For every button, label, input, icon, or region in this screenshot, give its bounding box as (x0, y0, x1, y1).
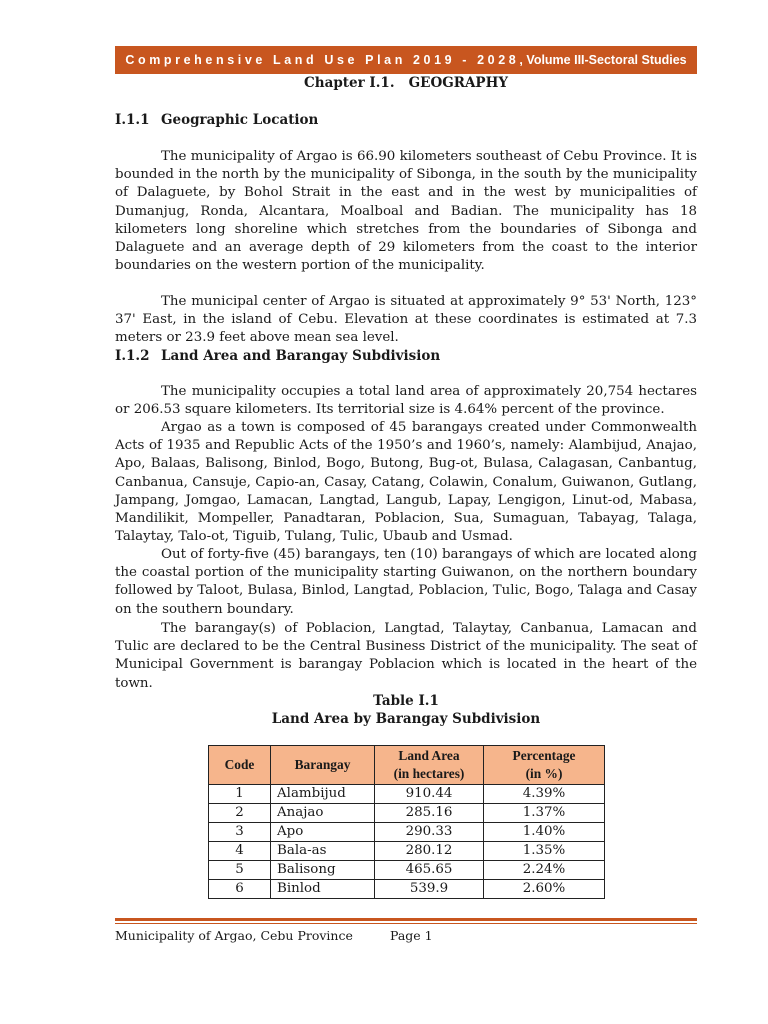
footer-page-number: Page 1 (390, 928, 433, 943)
header-code: Code (209, 746, 271, 785)
header-land-area (375, 746, 484, 785)
cell-percentage: 1.37% (484, 804, 605, 823)
section-title: Land Area and Barangay Subdivision (161, 348, 441, 364)
section-number: I.1.2 (115, 348, 150, 364)
table-header-row (209, 746, 605, 785)
section-heading-land-area (115, 348, 440, 364)
chapter-title: Chapter I.1. GEOGRAPHY (304, 75, 508, 91)
cell-code: 6 (209, 880, 271, 899)
section-title: Geographic Location (161, 112, 319, 128)
paragraph: The barangay(s) of Poblacion, Langtad, Talaytay, Canbanua, Lamacan and Tulic are declared to be the Central Business District of the municipality. The seat of Municipal Government is barangay Poblacion which is located in the heart of the town. (115, 621, 697, 691)
cell-code: 4 (209, 842, 271, 861)
table-caption: Land Area by Barangay Subdivision (271, 711, 541, 727)
cell-code: 3 (209, 823, 271, 842)
cell-percentage: 2.24% (484, 861, 605, 880)
cell-barangay: Balisong (271, 861, 375, 880)
header-banner (115, 46, 697, 74)
table-number: Table I.1 (373, 693, 439, 709)
cell-percentage: 4.39% (484, 785, 605, 804)
cell-area: 290.33 (375, 823, 484, 842)
cell-barangay: Alambijud (271, 785, 375, 804)
paragraph: The municipality occupies a total land area of approximately 20,754 hectares or 206.53 square kilometers. Its territorial size is 4.64% percent of the province. (115, 384, 697, 418)
cell-percentage: 1.40% (484, 823, 605, 842)
table-row (209, 861, 605, 880)
cell-area: 910.44 (375, 785, 484, 804)
section-heading-geographic-location (115, 112, 318, 128)
cell-barangay: Anajao (271, 804, 375, 823)
cell-code: 1 (209, 785, 271, 804)
paragraph: The municipality of Argao is 66.90 kilometers southeast of Cebu Province. It is bounded in the north by the municipality of Sibonga, in the south by the municipality of Dalaguete, by Bohol Strait in the east and in the west by municipalities of Dumanjug, Ronda, Alcantara, Moalboal and Badian. The municipality has 18 kilometers long shoreline which stretches from the boundaries of Sibonga and Dalaguete and an average depth of 29 kilometers from the coast to the interior boundaries on the western portion of the municipality. (115, 149, 697, 274)
land-area-table (208, 745, 605, 899)
table-row (209, 823, 605, 842)
paragraph: Argao as a town is composed of 45 barangays created under Commonwealth Acts of 1935 and Republic Acts of the 1950’s and 1960’s, namely: Alambijud, Anajao, Apo, Balaas, Balisong, Binlod, Bogo, Butong, Bug-ot, Bulasa, Calagasan, Canbantug, Canbanua, Cansuje, Capio-an, Casay, Catang, Colawin, Conalum, Guiwanon, Gutlang, Jampang, Jomgao, Lamacan, Langtad, Langub, Lapay, Lengigon, Linut-od, Mabasa, Mandilikit, Mompeller, Panadtaran, Poblacion, Sua, Sumaguan, Tabayag, Talaga, Talaytay, Talo-ot, Tiguib, Tulang, Tulic, Ubaub and Usmad. (115, 420, 697, 545)
banner-volume-title: Volume III-Sectoral Studies (526, 53, 687, 67)
paragraph: Out of forty-five (45) barangays, ten (10) barangays of which are located along the coastal portion of the municipality starting Guiwanon, on the northern boundary followed by Taloot, Bulasa, Binlod, Langtad, Poblacion, Tulic, Bogo, Talaga and Casay on the southern boundary. (115, 547, 697, 617)
cell-area: 280.12 (375, 842, 484, 861)
header-percentage-line2: (in %) (525, 766, 563, 781)
cell-area: 285.16 (375, 804, 484, 823)
cell-code: 2 (209, 804, 271, 823)
header-percentage-line1: Percentage (512, 748, 576, 763)
cell-barangay: Bala-as (271, 842, 375, 861)
cell-code: 5 (209, 861, 271, 880)
table-row (209, 842, 605, 861)
banner-spaced-title: Comprehensive Land Use Plan 2019 - 2028, (125, 53, 527, 67)
table-row (209, 880, 605, 899)
header-land-area-line2: (in hectares) (393, 766, 465, 781)
cell-barangay: Binlod (271, 880, 375, 899)
header-percentage (484, 746, 605, 785)
table-row (209, 785, 605, 804)
cell-area: 465.65 (375, 861, 484, 880)
cell-percentage: 2.60% (484, 880, 605, 899)
footer-municipality: Municipality of Argao, Cebu Province (115, 928, 353, 943)
cell-percentage: 1.35% (484, 842, 605, 861)
footer-rule-thin (115, 923, 697, 924)
table-row (209, 804, 605, 823)
cell-area: 539.9 (375, 880, 484, 899)
header-barangay: Barangay (271, 746, 375, 785)
footer-rule-thick (115, 918, 697, 921)
cell-barangay: Apo (271, 823, 375, 842)
section-number: I.1.1 (115, 112, 150, 128)
header-land-area-line1: Land Area (398, 748, 460, 763)
paragraph: The municipal center of Argao is situated at approximately 9° 53' North, 123° 37' East, in the island of Cebu. Elevation at these coordinates is estimated at 7.3 meters or 23.9 feet above mean sea level. (115, 294, 697, 346)
